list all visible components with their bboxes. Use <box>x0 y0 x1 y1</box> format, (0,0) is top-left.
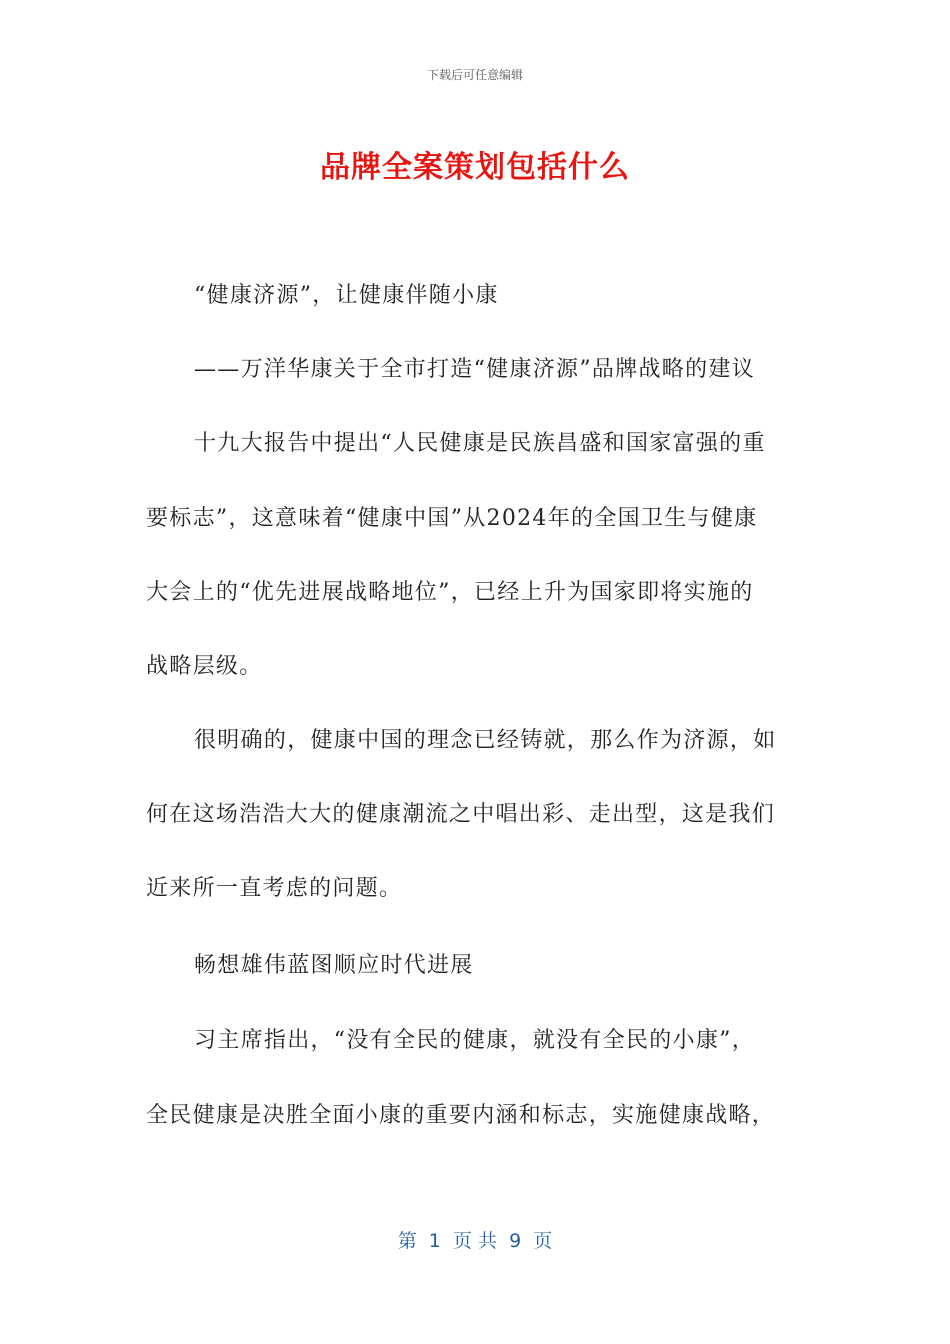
document-title: 品牌全案策划包括什么 <box>320 150 630 185</box>
paragraph-line: 战略层级。 <box>146 654 263 679</box>
paragraph-line: 很明确的，健康中国的理念已经铸就，那么作为济源，如 <box>194 728 777 753</box>
paragraph-line: 习主席指出，“没有全民的健康，就没有全民的小康”， <box>194 1028 755 1053</box>
paragraph-line: 要标志”，这意味着“健康中国”从2024年的全国卫生与健康 <box>146 506 758 531</box>
page-number: 第 1 页 共 9 页 <box>397 1230 553 1252</box>
paragraph-line: 何在这场浩浩大大的健康潮流之中唱出彩、走出型，这是我们 <box>146 802 776 827</box>
header-note: 下载后可任意编辑 <box>426 68 523 82</box>
paragraph-line: 畅想雄伟蓝图顺应时代进展 <box>194 953 474 978</box>
paragraph-line: ——万洋华康关于全市打造“健康济源”品牌战略的建议 <box>194 357 755 382</box>
paragraph-line: 近来所一直考虑的问题。 <box>146 876 403 901</box>
paragraph-line: 十九大报告中提出“人民健康是民族昌盛和国家富强的重 <box>194 431 766 456</box>
paragraph-line: 大会上的“优先进展战略地位”，已经上升为国家即将实施的 <box>146 580 754 605</box>
paragraph-line: 全民健康是决胜全面小康的重要内涵和标志，实施健康战略， <box>146 1103 776 1128</box>
paragraph-line: “健康济源”，让健康伴随小康 <box>194 283 499 308</box>
